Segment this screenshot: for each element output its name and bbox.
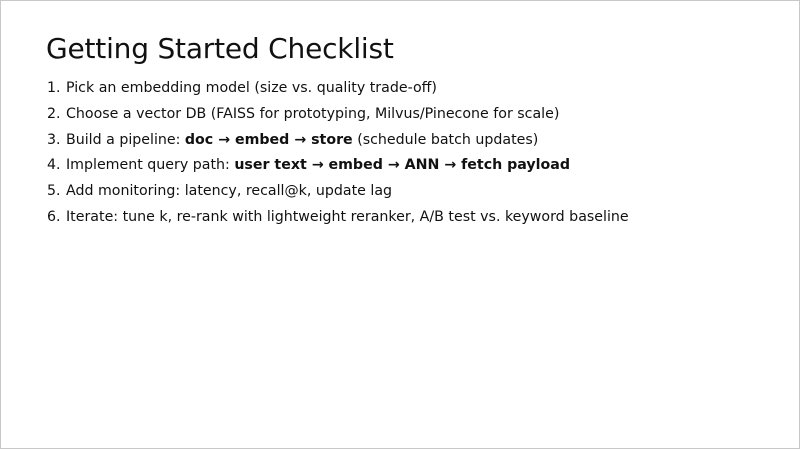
item-text: [66, 79, 437, 105]
slide-title: Getting Started Checklist: [46, 32, 394, 65]
checklist-item: [47, 182, 629, 208]
checklist-item: [47, 156, 629, 182]
item-text-segment: Pick an embedding model (size vs. quality trade-off): [66, 80, 437, 96]
item-text: [66, 182, 392, 208]
item-text: [66, 131, 538, 157]
item-text-bold: user text → embed → ANN → fetch payload: [234, 157, 571, 174]
item-number: 4.: [47, 157, 61, 174]
item-number: 3.: [47, 131, 61, 148]
item-text-segment: Choose a vector DB (FAISS for prototyping, Milvus/Pinecone for scale): [66, 105, 560, 122]
item-text-segment: Iterate: tune k, re-rank with lightweight reranker, A/B test vs. keyword baseline: [66, 208, 629, 225]
item-number: 5.: [47, 183, 61, 200]
item-number: 6.: [47, 208, 61, 225]
item-text-segment: Implement query path:: [66, 157, 235, 174]
item-number: 2.: [47, 105, 61, 122]
item-text: [66, 105, 559, 131]
item-text-segment: Add monitoring: latency, recall@k, update lag: [66, 183, 393, 200]
checklist-item: [47, 105, 629, 131]
item-text-bold: doc → embed → store: [184, 131, 353, 148]
checklist: [47, 79, 629, 234]
item-text: [66, 208, 629, 234]
checklist-item: [47, 79, 629, 105]
checklist-item: [47, 131, 629, 157]
item-number: 1.: [47, 80, 61, 96]
item-text: [66, 156, 570, 182]
item-text-segment: (schedule batch updates): [352, 131, 539, 148]
checklist-item: [47, 208, 629, 234]
item-text-segment: Build a pipeline:: [66, 131, 185, 148]
